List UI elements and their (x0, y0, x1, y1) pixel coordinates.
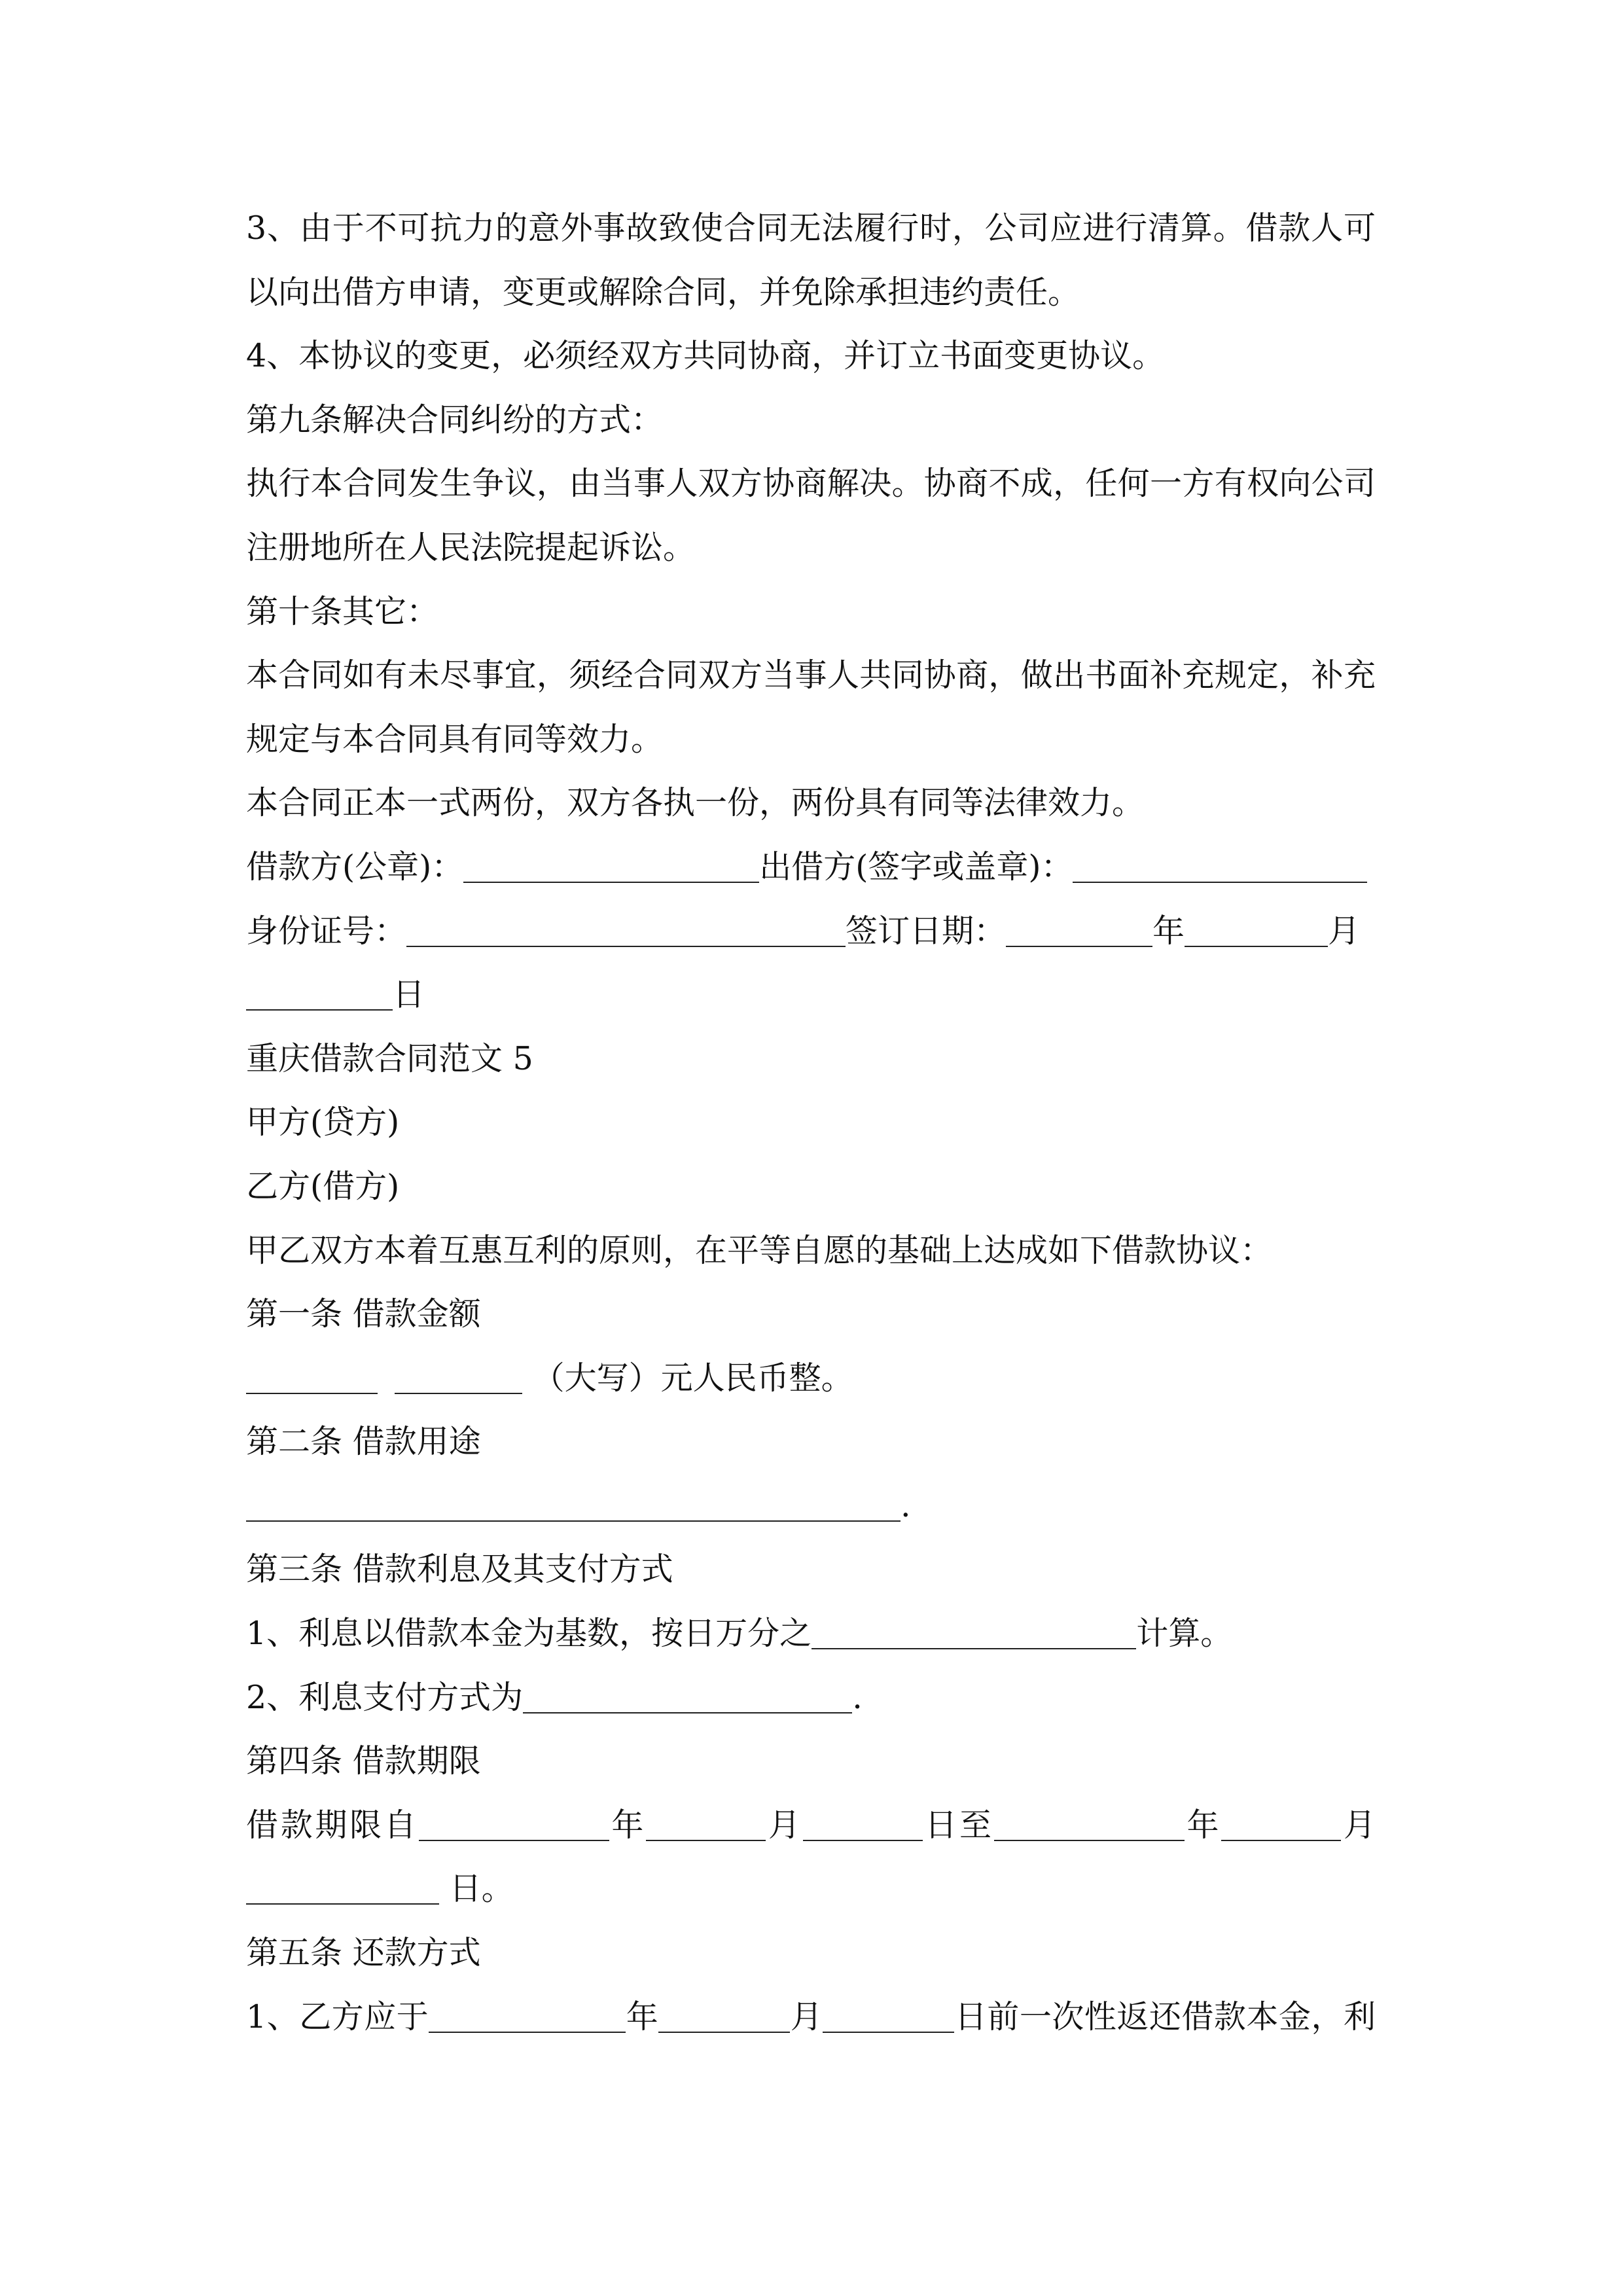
interest-payment-label: 2、利息支付方式为 (246, 1678, 524, 1716)
repayment-label: 1、乙方应于 (246, 1998, 429, 2036)
year-label: 年 (609, 1806, 647, 1844)
id-number-blank[interactable] (406, 906, 846, 947)
interest-rate-label: 1、利息以借款本金为基数，按日万分之 (246, 1615, 812, 1653)
document-title: 重庆借款合同范文 5 (246, 1039, 533, 1077)
day-label: 日 (393, 976, 425, 1014)
article-heading: 第三条 借款利息及其支付方式 (246, 1551, 673, 1588)
end-year-blank[interactable] (994, 1801, 1185, 1841)
borrower-seal-blank[interactable] (463, 842, 759, 883)
article-heading: 第四条 借款期限 (246, 1742, 481, 1780)
purpose-blank[interactable] (246, 1481, 901, 1522)
end-day-line (246, 1857, 1376, 1921)
period-mark: . (901, 1486, 911, 1524)
month-label: 月 (766, 1806, 803, 1844)
interest-rate-line (246, 1602, 1376, 1666)
month-blank[interactable] (1185, 906, 1328, 947)
interest-payment-line (246, 1666, 1376, 1730)
month-label: 月 (790, 1998, 823, 2036)
paragraph-line: 3、由于不可抗力的意外事故致使合同无法履行时，公司应进行清算。借款人可 (246, 209, 1376, 247)
end-day-blank[interactable] (246, 1864, 439, 1905)
year-label: 年 (626, 1998, 659, 2036)
amount-line (246, 1346, 1376, 1410)
paragraph-line: 注册地所在人民法院提起诉讼。 (246, 528, 696, 566)
section-heading: 第九条解决合同纠纷的方式： (246, 401, 664, 439)
year-label: 年 (1152, 912, 1185, 950)
paragraph-line: 甲乙双方本着互惠互利的原则，在平等自愿的基础上达成如下借款协议： (246, 1231, 1273, 1269)
amount-blank[interactable] (246, 1354, 378, 1394)
loan-term-label: 借款期限自 (246, 1806, 419, 1844)
paragraph-line: 本合同正本一式两份，双方各执一份，两份具有同等法律效力。 (246, 784, 1145, 822)
amount-suffix: （大写）元人民币整。 (522, 1359, 853, 1397)
repayment-text: 日前一次性返还借款本金，利 (954, 1998, 1376, 2036)
interest-payment-blank[interactable] (523, 1673, 852, 1713)
year-label: 年 (1184, 1806, 1222, 1844)
start-month-blank[interactable] (646, 1801, 766, 1841)
start-day-blank[interactable] (803, 1801, 923, 1841)
party-b: 乙方(借方) (246, 1167, 400, 1205)
month-label: 月 (1341, 1806, 1376, 1844)
amount-words-blank[interactable] (395, 1354, 522, 1394)
day-line (246, 963, 1376, 1027)
repay-month-blank[interactable] (658, 1992, 790, 2033)
day-blank[interactable] (246, 970, 393, 1011)
party-a: 甲方(贷方) (246, 1103, 400, 1141)
signature-line (246, 835, 1376, 899)
end-month-blank[interactable] (1221, 1801, 1341, 1841)
repay-year-blank[interactable] (429, 1992, 626, 2033)
article-heading: 第二条 借款用途 (246, 1423, 481, 1461)
borrower-seal-label: 借款方(公章)： (246, 848, 464, 886)
interest-rate-blank[interactable] (812, 1609, 1136, 1649)
purpose-line (246, 1474, 1376, 1538)
repay-day-blank[interactable] (823, 1992, 954, 2033)
start-year-blank[interactable] (419, 1801, 609, 1841)
article-heading: 第五条 还款方式 (246, 1934, 481, 1972)
paragraph-line: 本合同如有未尽事宜，须经合同双方当事人共同协商，做出书面补充规定，补充 (246, 656, 1376, 694)
lender-sign-blank[interactable] (1073, 842, 1367, 883)
section-heading: 第十条其它： (246, 592, 439, 630)
day-label: 日。 (439, 1870, 514, 1908)
repayment-line (246, 1985, 1376, 2049)
sign-date-label: 签订日期： (846, 912, 1007, 950)
id-number-label: 身份证号： (246, 912, 407, 950)
lender-sign-label: 出借方(签字或盖章)： (759, 848, 1073, 886)
year-blank[interactable] (1006, 906, 1152, 947)
day-to-label: 日至 (922, 1806, 994, 1844)
article-heading: 第一条 借款金额 (246, 1295, 481, 1333)
paragraph-line: 以向出借方申请，变更或解除合同，并免除承担违约责任。 (246, 273, 1080, 311)
paragraph-line: 4、本协议的变更，必须经双方共同协商，并订立书面变更协议。 (246, 337, 1165, 375)
month-label: 月 (1328, 912, 1361, 950)
paragraph-line: 规定与本合同具有同等效力。 (246, 720, 664, 758)
loan-term-line (246, 1793, 1376, 1857)
id-date-line (246, 899, 1376, 963)
paragraph-line: 执行本合同发生争议，由当事人双方协商解决。协商不成，任何一方有权向公司 (246, 465, 1376, 503)
interest-rate-suffix: 计算。 (1136, 1615, 1233, 1653)
document-body (246, 196, 1376, 2049)
period-mark: . (852, 1678, 863, 1716)
